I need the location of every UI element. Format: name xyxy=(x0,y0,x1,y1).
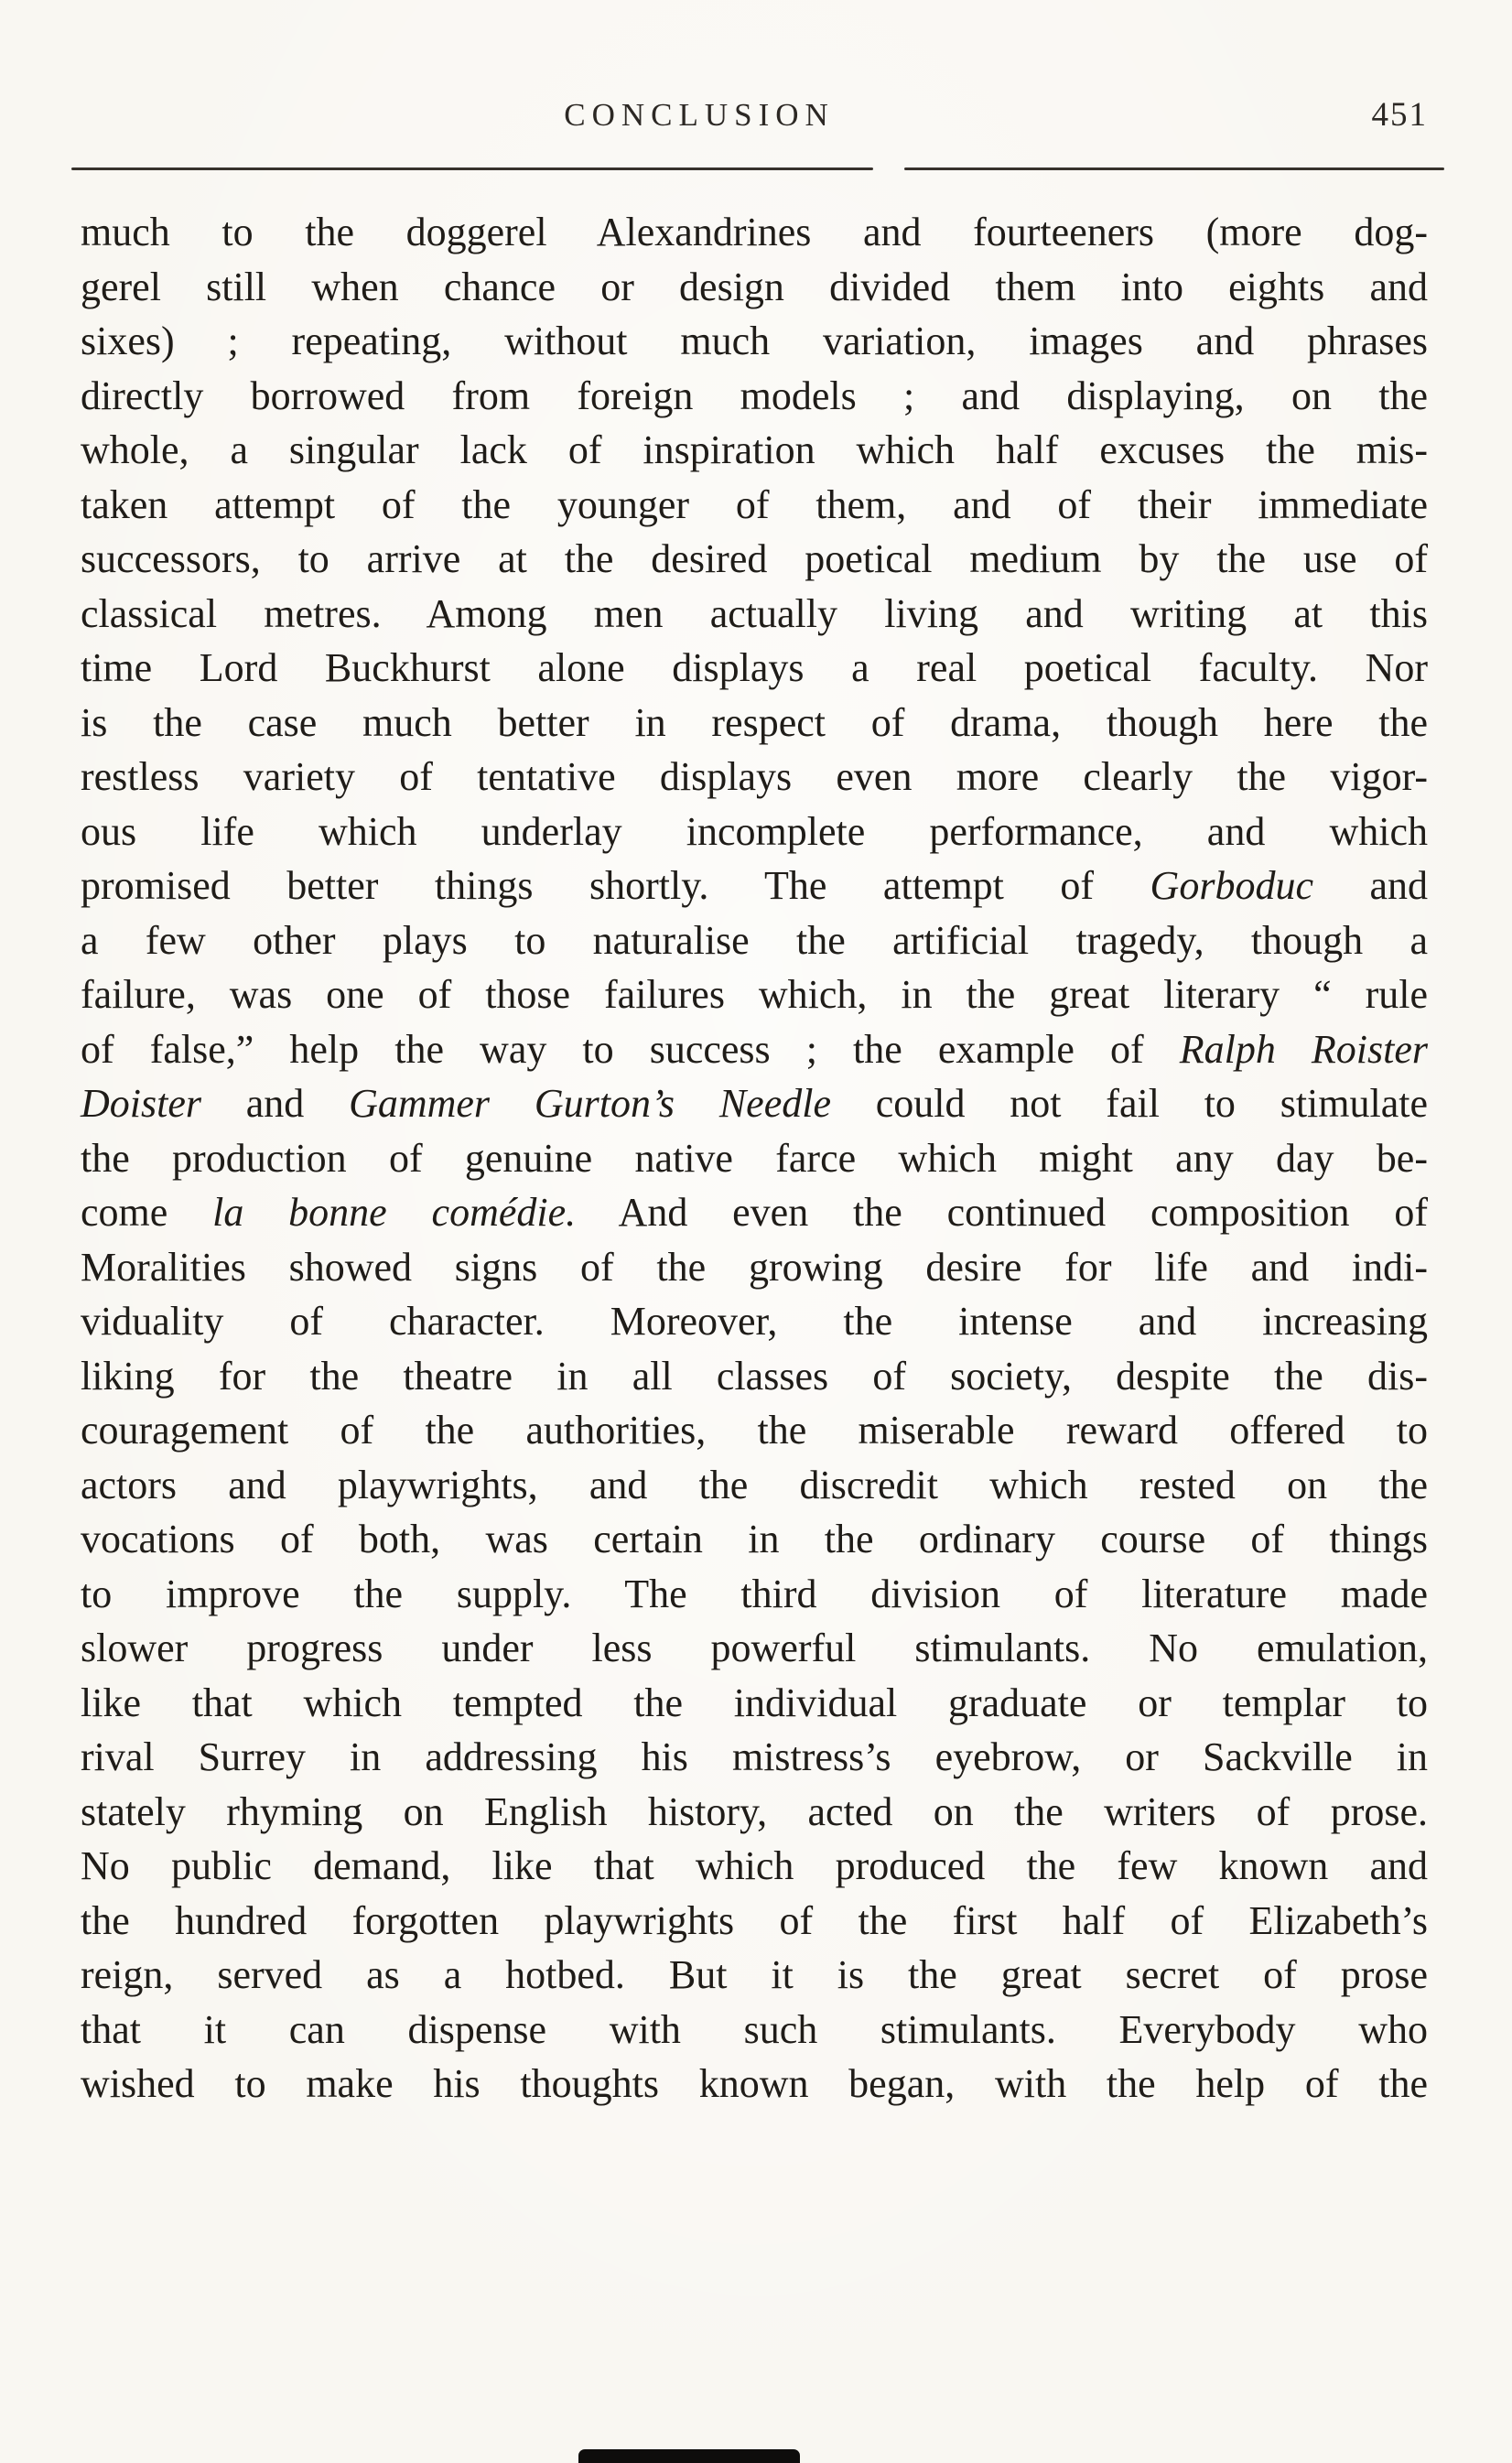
text-line xyxy=(81,750,1428,805)
italic-text-segment: Gorboduc xyxy=(1150,863,1313,908)
text-line xyxy=(81,1403,1428,1458)
text-line xyxy=(81,696,1428,751)
text-line xyxy=(81,805,1428,859)
text-line xyxy=(81,1894,1428,1949)
text-segment: successors, to arrive at the desired poetical medium by the use of xyxy=(81,536,1428,581)
text-line xyxy=(81,423,1428,478)
text-line xyxy=(81,205,1428,260)
text-line xyxy=(81,1785,1428,1840)
text-segment: the hundred forgotten playwrights of the first half of Elizabeth’s xyxy=(81,1897,1428,1943)
header-rule-right xyxy=(904,167,1444,170)
text-line xyxy=(81,1839,1428,1894)
text-segment: taken attempt of the younger of them, and of their immediate xyxy=(81,481,1428,527)
text-segment: to improve the supply. The third division of literature made xyxy=(81,1571,1428,1616)
text-segment: of false,” help the way to success ; the example of xyxy=(81,1026,1180,1072)
text-line xyxy=(81,2057,1428,2112)
page-header xyxy=(81,95,1428,135)
italic-text-segment: Doister xyxy=(81,1081,201,1126)
text-line xyxy=(81,1567,1428,1622)
text-segment: Moralities showed signs of the growing desire for life and indi- xyxy=(81,1244,1428,1290)
text-segment: classical metres. Among men actually living and writing at this xyxy=(81,590,1428,636)
text-line xyxy=(81,1131,1428,1186)
text-segment: a few other plays to naturalise the artificial tragedy, though a xyxy=(81,917,1428,963)
page-number: 451 xyxy=(1371,96,1429,134)
text-segment: liking for the theatre in all classes of society, despite the dis- xyxy=(81,1353,1428,1399)
text-line xyxy=(81,1294,1428,1349)
text-line xyxy=(81,1349,1428,1404)
text-segment: directly borrowed from foreign models ; and displaying, on the xyxy=(81,373,1428,418)
text-segment: like that which tempted the individual graduate or templar to xyxy=(81,1680,1428,1725)
text-segment: stately rhyming on English history, acted on the writers of prose. xyxy=(81,1788,1428,1834)
text-segment: actors and playwrights, and the discredit which rested on the xyxy=(81,1462,1428,1507)
text-segment: and xyxy=(1312,863,1429,908)
text-segment: slower progress under less powerful stimulants. No emulation, xyxy=(81,1626,1428,1670)
text-line xyxy=(81,532,1428,587)
text-segment: sixes) ; repeating, without much variation, images and phrases xyxy=(81,319,1428,363)
text-segment: rival Surrey in addressing his mistress’s eyebrow, or Sackville in xyxy=(81,1734,1428,1779)
scan-artifact-mark xyxy=(578,2449,800,2463)
text-line xyxy=(81,913,1428,968)
text-line xyxy=(81,1676,1428,1731)
text-segment: could not fail to stimulate xyxy=(831,1081,1429,1126)
text-segment: restless variety of tentative displays even more clearly the vigor- xyxy=(81,754,1428,799)
header-rule-left xyxy=(71,167,873,170)
text-line xyxy=(81,1948,1428,2003)
text-line xyxy=(81,369,1428,424)
text-line xyxy=(81,1022,1428,1077)
text-line xyxy=(81,1458,1428,1513)
text-line xyxy=(81,1512,1428,1567)
text-segment: promised better things shortly. The attempt of xyxy=(81,863,1150,908)
running-head-title: CONCLUSION xyxy=(564,97,835,133)
text-line xyxy=(81,1240,1428,1295)
text-segment: that it can dispense with such stimulants. Everybody who xyxy=(81,2006,1428,2052)
text-line xyxy=(81,1621,1428,1676)
text-line xyxy=(81,1730,1428,1785)
text-segment: whole, a singular lack of inspiration which half excuses the mis- xyxy=(81,427,1428,472)
text-line xyxy=(81,641,1428,696)
text-segment: couragement of the authorities, the miserable reward offered to xyxy=(81,1408,1428,1453)
text-segment: failure, was one of those failures which, in the great literary “ rule xyxy=(81,972,1428,1017)
italic-text-segment: la bonne comédie. xyxy=(212,1190,577,1235)
text-segment: No public demand, like that which produced the few known and xyxy=(81,1843,1428,1888)
text-segment: vocations of both, was certain in the ordinary course of things xyxy=(81,1517,1428,1561)
text-segment: reign, served as a hotbed. But it is the great secret of prose xyxy=(81,1952,1428,1997)
text-line xyxy=(81,260,1428,315)
text-segment: viduality of character. Moreover, the intense and increasing xyxy=(81,1299,1428,1344)
text-line xyxy=(81,478,1428,533)
italic-text-segment: Gammer Gurton’s Needle xyxy=(349,1081,831,1126)
text-segment: come xyxy=(81,1190,213,1235)
text-segment: the production of genuine native farce which might any day be- xyxy=(81,1135,1428,1181)
text-line xyxy=(81,587,1428,642)
text-segment: And even the continued composition of xyxy=(576,1190,1429,1235)
text-line xyxy=(81,314,1428,369)
text-segment: wished to make his thoughts known began, with the help of the xyxy=(81,2061,1428,2106)
page-body xyxy=(81,205,1428,2112)
text-line xyxy=(81,859,1428,913)
text-line xyxy=(81,967,1428,1022)
text-segment: time Lord Buckhurst alone displays a real poetical faculty. Nor xyxy=(81,645,1428,690)
text-segment: and xyxy=(201,1081,350,1126)
text-line xyxy=(81,1185,1428,1240)
text-segment: gerel still when chance or design divided them into eights and xyxy=(81,264,1428,309)
text-segment: is the case much better in respect of drama, though here the xyxy=(81,699,1428,745)
italic-text-segment: Ralph Roister xyxy=(1179,1026,1428,1072)
text-segment: ous life which underlay incomplete performance, and which xyxy=(81,808,1428,854)
text-line xyxy=(81,1076,1428,1131)
text-segment: much to the doggerel Alexandrines and fourteeners (more dog- xyxy=(81,210,1428,254)
text-line xyxy=(81,2003,1428,2058)
